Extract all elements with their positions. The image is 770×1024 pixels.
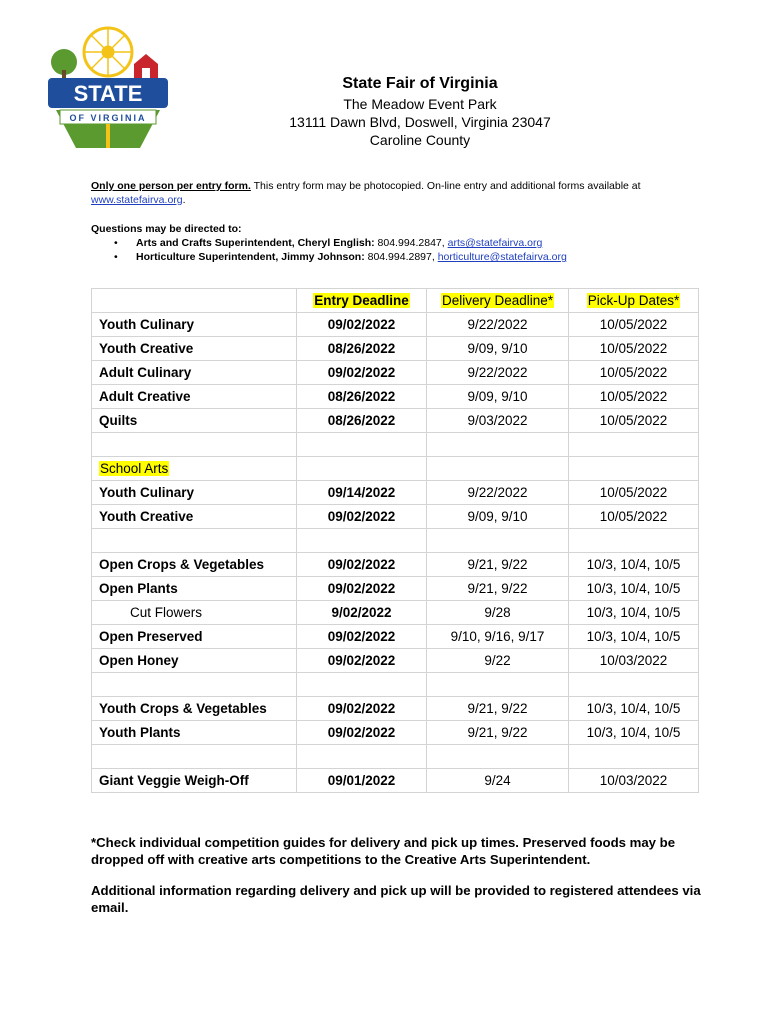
entry-deadline-cell — [297, 745, 427, 769]
delivery-deadline-cell: 9/21, 9/22 — [427, 553, 569, 577]
column-header-label: Pick-Up Dates* — [587, 293, 680, 308]
table-row — [92, 577, 699, 601]
delivery-deadline-cell — [427, 433, 569, 457]
entry-deadline-cell: 09/02/2022 — [297, 505, 427, 529]
delivery-deadline-cell: 9/09, 9/10 — [427, 337, 569, 361]
delivery-deadline-cell: 9/03/2022 — [427, 409, 569, 433]
pickup-dates-cell: 10/03/2022 — [569, 649, 699, 673]
category-cell: Quilts — [92, 409, 297, 433]
column-header — [427, 289, 569, 313]
table-row — [92, 409, 699, 433]
delivery-deadline-cell — [427, 673, 569, 697]
pickup-dates-cell: 10/3, 10/4, 10/5 — [569, 625, 699, 649]
category-cell: Youth Crops & Vegetables — [92, 697, 297, 721]
entry-deadline-cell: 09/02/2022 — [297, 313, 427, 337]
category-cell — [92, 529, 297, 553]
category-cell — [92, 673, 297, 697]
category-cell: Youth Creative — [92, 337, 297, 361]
table-row — [92, 745, 699, 769]
email-link[interactable]: horticulture@statefairva.org — [437, 251, 567, 263]
table-row — [92, 361, 699, 385]
table-row — [92, 457, 699, 481]
venue-address: 13111 Dawn Blvd, Doswell, Virginia 23047 — [289, 114, 551, 130]
delivery-deadline-cell: 9/28 — [427, 601, 569, 625]
table-header-row — [92, 289, 699, 313]
delivery-deadline-cell: 9/22 — [427, 649, 569, 673]
entry-deadline-cell: 09/02/2022 — [297, 361, 427, 385]
pickup-dates-cell: 10/3, 10/4, 10/5 — [569, 721, 699, 745]
column-header — [297, 289, 427, 313]
pickup-dates-cell: 10/3, 10/4, 10/5 — [569, 697, 699, 721]
entry-deadline-cell: 09/02/2022 — [297, 721, 427, 745]
contact-label: Horticulture Superintendent, Jimmy Johnson: — [136, 251, 365, 263]
pickup-dates-cell: 10/3, 10/4, 10/5 — [569, 553, 699, 577]
pickup-dates-cell — [569, 433, 699, 457]
table-row — [92, 721, 699, 745]
intro-text: This entry form may be photocopied. On-line entry and additional forms available at — [250, 180, 641, 192]
delivery-deadline-cell: 9/09, 9/10 — [427, 385, 569, 409]
category-cell: Open Honey — [92, 649, 297, 673]
entry-deadline-cell: 09/01/2022 — [297, 769, 427, 793]
barn-icon — [134, 54, 158, 80]
entry-deadline-cell — [297, 433, 427, 457]
ferris-wheel-icon — [84, 28, 132, 76]
entry-deadline-cell: 09/02/2022 — [297, 697, 427, 721]
pickup-dates-cell — [569, 457, 699, 481]
table-row — [92, 337, 699, 361]
delivery-deadline-cell — [427, 745, 569, 769]
table-row — [92, 505, 699, 529]
entry-deadline-cell — [297, 673, 427, 697]
table-row — [92, 385, 699, 409]
category-cell: Adult Creative — [92, 385, 297, 409]
delivery-deadline-cell: 9/21, 9/22 — [427, 721, 569, 745]
table-row — [92, 601, 699, 625]
table-row — [92, 529, 699, 553]
table-row — [92, 769, 699, 793]
email-link[interactable]: arts@statefairva.org — [447, 237, 543, 249]
contact-item — [91, 250, 711, 264]
intro-paragraph — [91, 180, 701, 207]
entry-deadline-cell: 09/02/2022 — [297, 649, 427, 673]
category-cell: Open Preserved — [92, 625, 297, 649]
delivery-deadline-cell: 9/22/2022 — [427, 361, 569, 385]
entry-deadline-cell — [297, 529, 427, 553]
contact-phone: 804.994.2897, — [364, 251, 438, 263]
questions-heading: Questions may be directed to: — [91, 223, 242, 235]
table-row — [92, 649, 699, 673]
category-cell: Youth Creative — [92, 505, 297, 529]
category-cell: Open Plants — [92, 577, 297, 601]
pickup-dates-cell: 10/03/2022 — [569, 769, 699, 793]
category-cell: Open Crops & Vegetables — [92, 553, 297, 577]
delivery-deadline-cell: 9/24 — [427, 769, 569, 793]
category-cell: Cut Flowers — [92, 601, 297, 625]
pickup-dates-cell: 10/05/2022 — [569, 505, 699, 529]
website-link[interactable]: www.statefairva.org — [91, 193, 183, 206]
pickup-dates-cell: 10/3, 10/4, 10/5 — [569, 601, 699, 625]
pickup-dates-cell: 10/05/2022 — [569, 409, 699, 433]
category-cell — [92, 457, 297, 481]
delivery-deadline-cell: 9/21, 9/22 — [427, 697, 569, 721]
entry-deadline-cell: 09/02/2022 — [297, 577, 427, 601]
table-row — [92, 481, 699, 505]
delivery-deadline-cell: 9/22/2022 — [427, 481, 569, 505]
logo-wordmark: STATE — [73, 81, 143, 106]
delivery-deadline-cell: 9/09, 9/10 — [427, 505, 569, 529]
table-row — [92, 625, 699, 649]
pickup-dates-cell — [569, 673, 699, 697]
category-cell: Adult Culinary — [92, 361, 297, 385]
entry-deadline-cell: 9/02/2022 — [297, 601, 427, 625]
entry-deadline-cell: 09/02/2022 — [297, 625, 427, 649]
delivery-deadline-cell: 9/21, 9/22 — [427, 577, 569, 601]
entry-deadline-cell: 08/26/2022 — [297, 337, 427, 361]
delivery-deadline-cell — [427, 529, 569, 553]
delivery-deadline-cell — [427, 457, 569, 481]
section-label: School Arts — [100, 461, 169, 476]
intro-emphasis: Only one person per entry form. — [91, 180, 251, 192]
pickup-dates-cell: 10/05/2022 — [569, 361, 699, 385]
table-row — [92, 697, 699, 721]
state-fair-logo — [40, 18, 176, 154]
questions-section — [91, 222, 711, 264]
category-cell: Youth Plants — [92, 721, 297, 745]
contact-phone: 804.994.2847, — [374, 237, 448, 249]
venue-name: The Meadow Event Park — [343, 96, 497, 112]
category-cell: Youth Culinary — [92, 313, 297, 337]
category-cell — [92, 433, 297, 457]
footnote-delivery: *Check individual competition guides for delivery and pick up times. Preserved foods may be dropped off with creative arts competitions to the Creative Arts Superintendent. — [91, 835, 676, 867]
column-header — [92, 289, 297, 313]
column-header — [569, 289, 699, 313]
column-header-label: Entry Deadline — [314, 293, 409, 308]
pickup-dates-cell — [569, 745, 699, 769]
intro-end: . — [182, 193, 186, 206]
pickup-dates-cell: 10/05/2022 — [569, 481, 699, 505]
delivery-deadline-cell: 9/22/2022 — [427, 313, 569, 337]
logo-band-text: OF VIRGINIA — [69, 113, 147, 123]
entry-deadline-cell: 08/26/2022 — [297, 385, 427, 409]
table-row — [92, 553, 699, 577]
footnote-info: Additional information regarding delivery and pick up will be provided to registered attendees via email. — [91, 883, 701, 915]
contact-item — [91, 236, 711, 250]
category-cell — [92, 745, 297, 769]
table-row — [92, 673, 699, 697]
contact-label: Arts and Crafts Superintendent, Cheryl English: — [136, 237, 375, 249]
page-title: State Fair of Virginia — [342, 75, 498, 92]
category-cell: Giant Veggie Weigh-Off — [92, 769, 297, 793]
column-header-label: Delivery Deadline* — [441, 293, 554, 308]
entry-deadline-cell: 08/26/2022 — [297, 409, 427, 433]
schedule-table — [91, 288, 699, 793]
entry-deadline-cell — [297, 457, 427, 481]
pickup-dates-cell: 10/05/2022 — [569, 385, 699, 409]
venue-county: Caroline County — [369, 132, 471, 148]
pickup-dates-cell: 10/05/2022 — [569, 337, 699, 361]
table-row — [92, 313, 699, 337]
entry-deadline-cell: 09/14/2022 — [297, 481, 427, 505]
pickup-dates-cell: 10/05/2022 — [569, 313, 699, 337]
table-row — [92, 433, 699, 457]
delivery-deadline-cell: 9/10, 9/16, 9/17 — [427, 625, 569, 649]
pickup-dates-cell — [569, 529, 699, 553]
entry-deadline-cell: 09/02/2022 — [297, 553, 427, 577]
category-cell: Youth Culinary — [92, 481, 297, 505]
pickup-dates-cell: 10/3, 10/4, 10/5 — [569, 577, 699, 601]
